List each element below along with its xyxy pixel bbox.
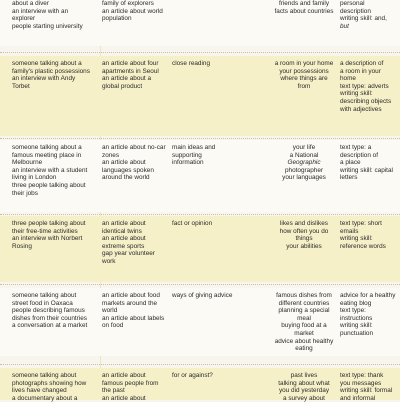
row-divider: [0, 52, 400, 54]
cell-line: famous dishes from: [276, 292, 332, 299]
cell-line: text type: adverts: [340, 82, 389, 90]
cell-line: ways of giving advice: [172, 292, 233, 299]
cell-line: famous people from: [102, 379, 159, 387]
cell-writing: [340, 372, 400, 402]
cell-line: an article about: [102, 372, 146, 379]
cell-line: an interview with Norbert: [12, 235, 83, 243]
cell-critical-thinking: [172, 292, 254, 300]
cell-line: a conversation at a market: [12, 322, 88, 330]
cell-line: an article about labels: [102, 314, 165, 322]
cell-line: you did yesterday: [278, 387, 330, 395]
cell-line: Rosing: [12, 242, 32, 250]
cell-line: where things are: [280, 75, 328, 83]
cell-writing: [340, 220, 400, 250]
cell-speaking: [264, 292, 344, 353]
cell-listening: [12, 60, 98, 90]
cell-reading: [102, 292, 166, 330]
cell-line: meal: [297, 314, 311, 322]
cell-line: your life: [292, 144, 316, 151]
table-row: [0, 216, 400, 282]
cell-line: apartments in Seoul: [102, 67, 159, 75]
cell-listening: [12, 220, 98, 250]
cell-reading: [102, 372, 166, 402]
cell-line: writing skill: capital: [340, 166, 393, 174]
cell-listening: [12, 144, 98, 197]
cell-line: writing skill: formal: [340, 387, 393, 395]
cell-listening: [12, 292, 98, 330]
cell-line: with adjectives: [340, 105, 382, 113]
cell-line: family's plastic possessions: [12, 67, 90, 75]
cell-line: facts about countries: [274, 7, 334, 15]
cell-line: planning a special: [278, 307, 330, 315]
cell-line: work: [102, 257, 116, 265]
cell-line: writing skill:: [340, 90, 373, 98]
cell-writing: [340, 144, 400, 182]
cell-line: a room in your: [340, 67, 381, 75]
cell-line: reference words: [340, 242, 386, 250]
cell-line: description: [340, 7, 371, 15]
cell-line: an article about: [102, 220, 146, 227]
cell-line: [264, 152, 344, 160]
cell-line: past lives: [290, 372, 318, 379]
cell-line: an article about food: [102, 292, 160, 299]
cell-line: photographs showing how: [12, 379, 87, 387]
cell-line: an article about world: [102, 7, 163, 15]
table-row: [0, 140, 400, 212]
cell-line: gap year volunteer: [102, 250, 155, 258]
cell-line: personal: [340, 0, 365, 7]
row-divider: [0, 364, 400, 366]
cell-line: an article about: [102, 394, 146, 402]
cell-text: a National: [289, 151, 319, 159]
cell-speaking: [264, 144, 344, 182]
cell-line: letters: [340, 174, 358, 182]
cell-line: someone talking about: [12, 372, 77, 379]
cell-line: emails: [340, 227, 359, 235]
cell-line: world: [102, 307, 118, 315]
cell-speaking: [264, 0, 344, 15]
cell-line: [264, 159, 344, 167]
cell-line: the past: [102, 387, 125, 395]
cell-line: close reading: [172, 60, 211, 67]
cell-line: about a diver: [12, 0, 49, 7]
cell-line: their free-time activities: [12, 227, 78, 235]
cell-line: home: [340, 75, 356, 83]
cell-line: text type: thank: [340, 372, 384, 379]
table-row: [0, 368, 400, 400]
cell-line: instructions: [340, 314, 373, 322]
cell-line: eating blog: [340, 299, 372, 307]
cell-critical-thinking: [172, 60, 254, 68]
cell-line: an article about: [102, 159, 146, 167]
cell-line: friends and family: [278, 0, 330, 7]
cell-line: markets around the: [102, 299, 158, 307]
cell-line: from: [297, 82, 311, 90]
cell-line: population: [102, 15, 132, 23]
cell-line: Melbourne: [12, 159, 43, 167]
cell-listening: [12, 372, 98, 402]
cell-listening: [12, 0, 98, 30]
cell-speaking: [264, 60, 344, 90]
cell-line: extreme sports: [102, 242, 145, 250]
cell-line: explorer: [12, 15, 36, 23]
cell-line: global product: [102, 82, 143, 90]
cell-line: text type: a: [340, 144, 372, 151]
cell-speaking: [264, 220, 344, 250]
cell-writing: [340, 292, 400, 338]
cell-line: zones: [102, 151, 120, 159]
cell-line: advice about healthy: [274, 337, 334, 345]
cell-line: family of explorers: [102, 0, 154, 7]
cell-line: people describing famous: [12, 307, 85, 315]
cell-reading: [102, 60, 166, 90]
cell-line: punctuation: [340, 329, 374, 337]
cell-line: famous meeting place in: [12, 151, 82, 159]
cell-line: Torbet: [12, 82, 30, 90]
cell-line: an interview with a student: [12, 166, 88, 174]
cell-line: a description of: [340, 60, 384, 67]
cell-line: their jobs: [12, 189, 38, 197]
cell-line: main ideas and: [172, 144, 216, 151]
row-divider: [0, 284, 400, 286]
cell-line: [340, 23, 400, 31]
cell-line: buying food at a: [281, 322, 327, 330]
cell-line: text type: short: [340, 220, 382, 227]
cell-line: an article about: [102, 235, 146, 243]
cell-line: an article about a: [102, 75, 152, 83]
cell-line: an article about four: [102, 60, 159, 67]
cell-line: things: [295, 235, 313, 243]
cell-line: an interview with an: [12, 7, 69, 15]
cell-line: three people talking about: [12, 220, 86, 227]
cell-line: description of: [340, 151, 379, 159]
cell-line: your languages: [282, 174, 326, 182]
cell-line: street food in Oaxaca: [12, 299, 73, 307]
cell-line: talking about what: [278, 379, 330, 387]
cell-line: someone talking about a: [12, 144, 82, 151]
cell-line: you messages: [340, 379, 382, 387]
cell-line: your abilities: [286, 242, 322, 250]
cell-line: a documentary about a: [12, 394, 78, 402]
cell-critical-thinking: [172, 144, 254, 167]
cell-line: fact or opinion: [172, 220, 213, 227]
cell-line: someone talking about: [12, 292, 77, 299]
cell-reading: [102, 220, 166, 266]
cell-writing: [340, 0, 400, 30]
cell-line: likes and dislikes: [280, 220, 328, 227]
cell-line: information: [172, 159, 204, 167]
cell-line: and informal: [340, 394, 376, 402]
cell-speaking: [264, 372, 344, 402]
cell-line: writing skill: and,: [340, 15, 387, 23]
cell-line: dishes from their countries: [12, 314, 87, 322]
cell-text-italic: Geographic: [287, 159, 321, 167]
cell-line: writing skill:: [340, 235, 373, 243]
cell-line: for or against?: [172, 372, 213, 379]
cell-critical-thinking: [172, 372, 254, 380]
cell-line: lives have changed: [12, 387, 67, 395]
cell-line: around the world: [102, 174, 150, 182]
cell-line: identical twins: [102, 227, 142, 235]
cell-text-italic: but: [340, 22, 349, 30]
cell-line: different countries: [278, 299, 330, 307]
cell-line: a room in your home: [274, 60, 334, 67]
cell-line: an article about no-car: [102, 144, 166, 151]
cell-line: text type:: [340, 307, 366, 315]
cell-line: people starting university: [12, 22, 83, 30]
cell-line: a survey about: [283, 394, 325, 402]
table-row: [0, 288, 400, 356]
cell-line: a place: [340, 159, 361, 167]
cell-reading: [102, 0, 166, 23]
cell-line: describing objects: [340, 97, 392, 105]
cell-critical-thinking: [172, 220, 254, 228]
cell-line: advice for a healthy: [340, 292, 396, 299]
table-row: [0, 56, 400, 136]
cell-line: eating: [295, 345, 313, 353]
cell-line: your possessions: [279, 67, 329, 75]
cell-line: supporting: [172, 151, 202, 159]
table-row: [0, 0, 400, 46]
cell-line: photographer: [284, 166, 324, 174]
cell-line: market: [294, 329, 314, 337]
cell-line: three people talking about: [12, 181, 86, 189]
cell-line: an interview with Andy: [12, 75, 76, 83]
cell-line: languages spoken: [102, 166, 154, 174]
cell-reading: [102, 144, 166, 182]
cell-line: how often you do: [279, 227, 329, 235]
cell-line: living in London: [12, 174, 57, 182]
cell-line: someone talking about a: [12, 60, 82, 67]
cell-line: writing skill:: [340, 322, 373, 330]
cell-line: on food: [102, 322, 124, 330]
cell-writing: [340, 60, 400, 113]
